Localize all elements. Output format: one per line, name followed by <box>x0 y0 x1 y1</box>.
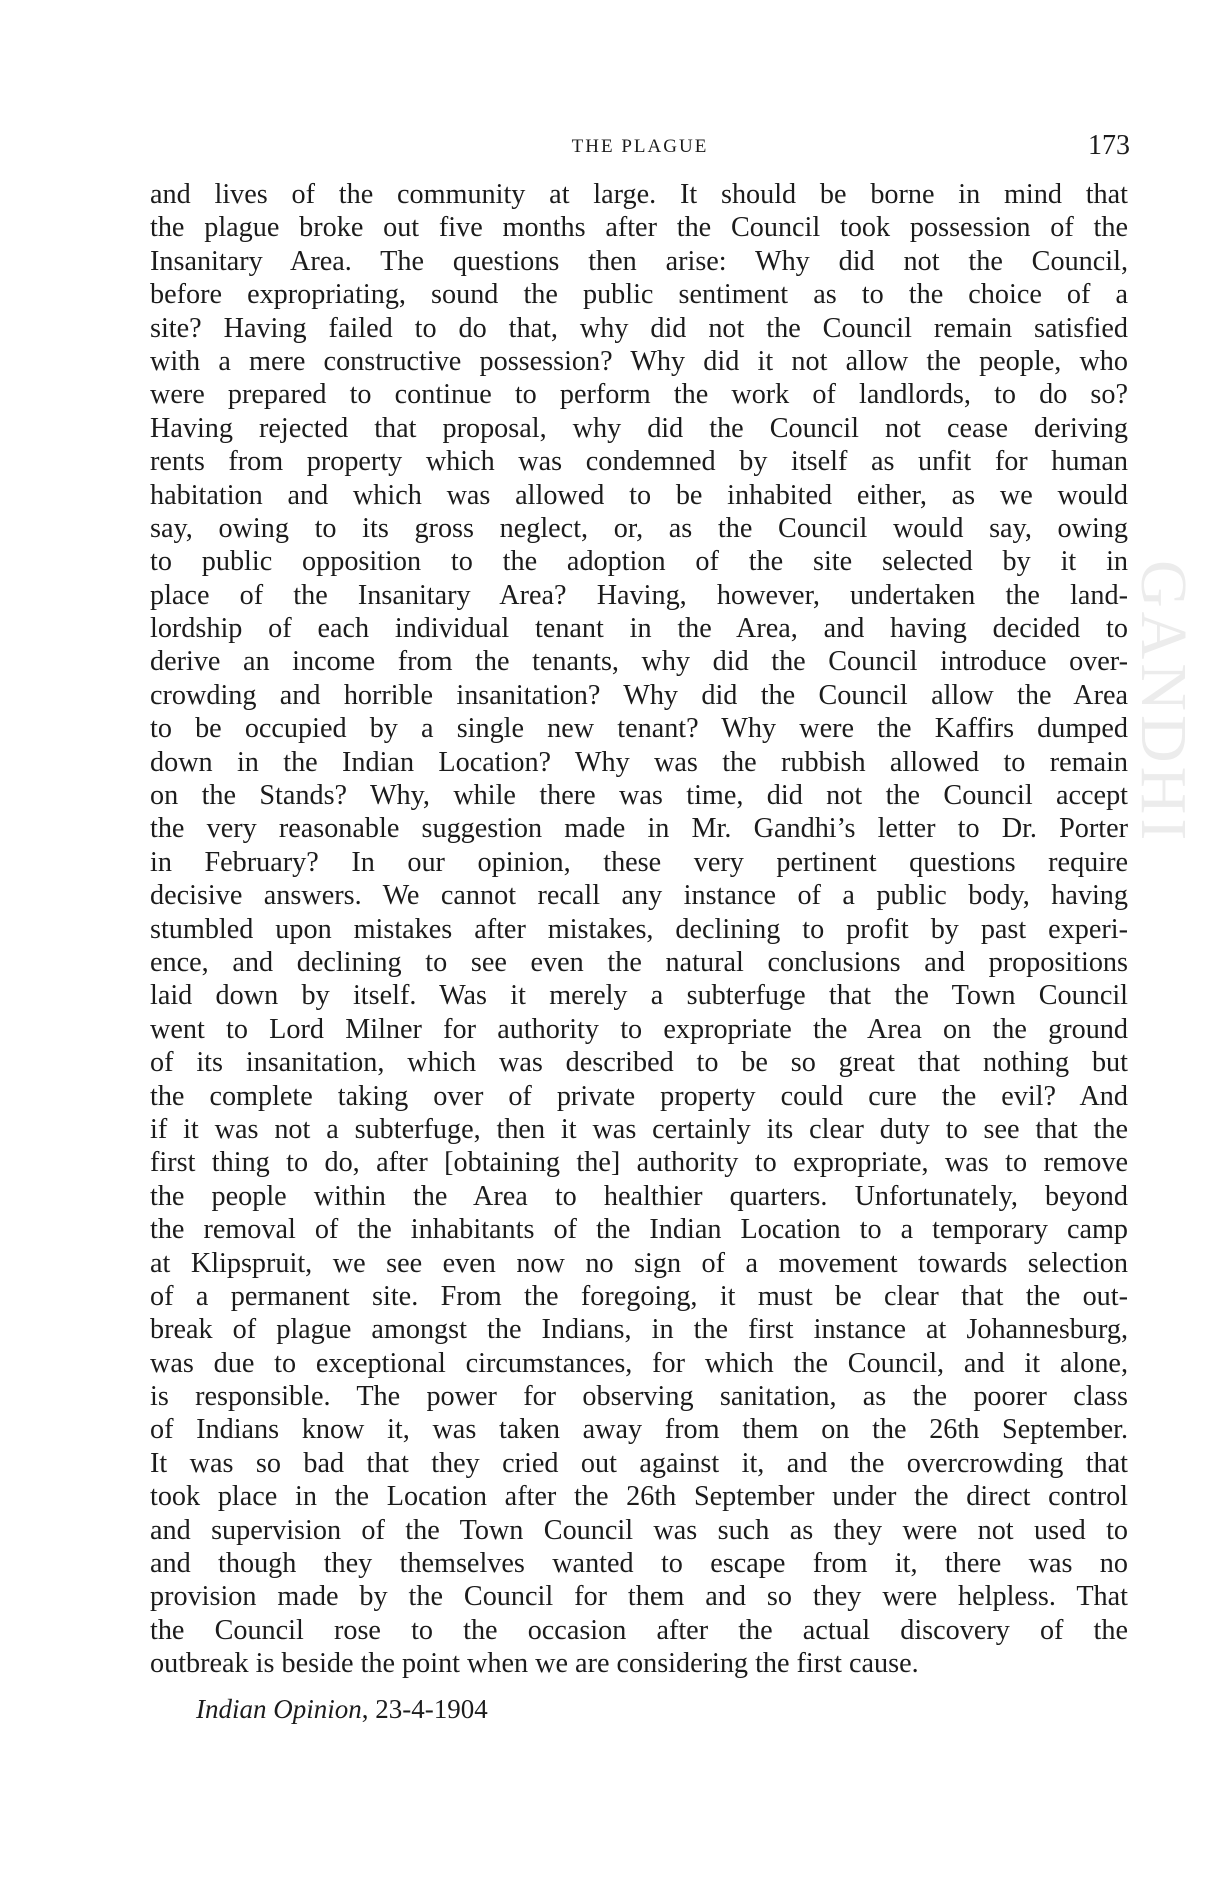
text-line: took place in the Location after the 26th September under the direct control <box>150 1481 1128 1513</box>
text-line: in February? In our opinion, these very pertinent questions require <box>150 846 1128 878</box>
text-line: ence, and declining to see even the natural conclusions and propositions <box>150 946 1128 978</box>
text-line: down in the Indian Location? Why was the rubbish allowed to remain <box>150 746 1128 778</box>
text-line: rents from property which was condemned by itself as unfit for human <box>150 446 1128 478</box>
text-line: the people within the Area to healthier quarters. Unfortunately, beyond <box>150 1180 1128 1212</box>
text-line: provision made by the Council for them and so they were helpless. That <box>150 1581 1128 1613</box>
text-line: of its insanitation, which was described to be so great that nothing but <box>150 1047 1128 1079</box>
text-line: Insanitary Area. The questions then arise: Why did not the Council, <box>150 245 1128 277</box>
text-line: is responsible. The power for observing sanitation, as the poorer class <box>150 1381 1128 1413</box>
text-line: first thing to do, after [obtaining the] authority to expropriate, was to remove <box>150 1147 1128 1179</box>
source-publication: Indian Opinion <box>196 1694 362 1724</box>
text-line: outbreak is beside the point when we are considering the first cause. <box>150 1648 919 1680</box>
text-line: place of the Insanitary Area? Having, however, undertaken the land- <box>150 579 1128 611</box>
text-line: of a permanent site. From the foregoing, it must be clear that the out- <box>150 1280 1128 1312</box>
source-citation <box>196 1692 488 1726</box>
text-line: the removal of the inhabitants of the Indian Location to a temporary camp <box>150 1214 1128 1246</box>
text-line: before expropriating, sound the public sentiment as to the choice of a <box>150 279 1128 311</box>
text-line: and lives of the community at large. It should be borne in mind that <box>150 179 1128 210</box>
text-line: decisive answers. We cannot recall any instance of a public body, having <box>150 880 1128 912</box>
text-line: say, owing to its gross neglect, or, as the Council would say, owing <box>150 512 1128 544</box>
text-line: with a mere constructive possession? Why did it not allow the people, who <box>150 345 1128 377</box>
text-line: derive an income from the tenants, why did the Council introduce over- <box>150 646 1128 678</box>
source-date: , 23-4-1904 <box>361 1694 488 1724</box>
text-line: site? Having failed to do that, why did not the Council remain satisfied <box>150 312 1128 344</box>
text-line: crowding and horrible insanitation? Why did the Council allow the Area <box>150 679 1128 711</box>
text-line: to be occupied by a single new tenant? Why were the Kaffirs dumped <box>150 713 1128 745</box>
text-line: was due to exceptional circumstances, for which the Council, and it alone, <box>150 1347 1128 1379</box>
text-line: and supervision of the Town Council was such as they were not used to <box>150 1514 1128 1546</box>
text-line: lordship of each individual tenant in the Area, and having decided to <box>150 613 1128 645</box>
page-number: 173 <box>1088 130 1130 161</box>
text-line: at Klipspruit, we see even now no sign of a movement towards selection <box>150 1247 1128 1279</box>
text-line: of Indians know it, was taken away from them on the 26th September. <box>150 1414 1128 1446</box>
text-line: went to Lord Milner for authority to expropriate the Area on the ground <box>150 1013 1128 1045</box>
text-line: if it was not a subterfuge, then it was certainly its clear duty to see that the <box>150 1113 1128 1145</box>
text-line: It was so bad that they cried out against it, and the overcrowding that <box>150 1447 1128 1479</box>
text-line: the plague broke out five months after the Council took possession of the <box>150 212 1128 244</box>
text-line: were prepared to continue to perform the work of landlords, to do so? <box>150 379 1128 411</box>
text-line: and though they themselves wanted to escape from it, there was no <box>150 1548 1128 1580</box>
text-line: the Council rose to the occasion after the actual discovery of the <box>150 1614 1128 1646</box>
text-line: on the Stands? Why, while there was time, did not the Council accept <box>150 780 1128 812</box>
watermark: GANDHI <box>1127 560 1200 845</box>
text-line: the complete taking over of private property could cure the evil? And <box>150 1080 1128 1112</box>
text-line: habitation and which was allowed to be inhabited either, as we would <box>150 479 1128 511</box>
text-line: break of plague amongst the Indians, in the first instance at Johannesburg, <box>150 1314 1128 1346</box>
text-line: Having rejected that proposal, why did the Council not cease deriving <box>150 412 1128 444</box>
text-line: to public opposition to the adoption of the site selected by it in <box>150 546 1128 578</box>
text-line: stumbled upon mistakes after mistakes, declining to profit by past experi- <box>150 913 1128 945</box>
page-header <box>150 130 1130 170</box>
text-line: laid down by itself. Was it merely a subterfuge that the Town Council <box>150 980 1128 1012</box>
text-line: the very reasonable suggestion made in Mr. Gandhi’s letter to Dr. Porter <box>150 813 1128 845</box>
body-paragraph <box>150 178 1128 1681</box>
running-head: THE PLAGUE <box>571 136 709 157</box>
